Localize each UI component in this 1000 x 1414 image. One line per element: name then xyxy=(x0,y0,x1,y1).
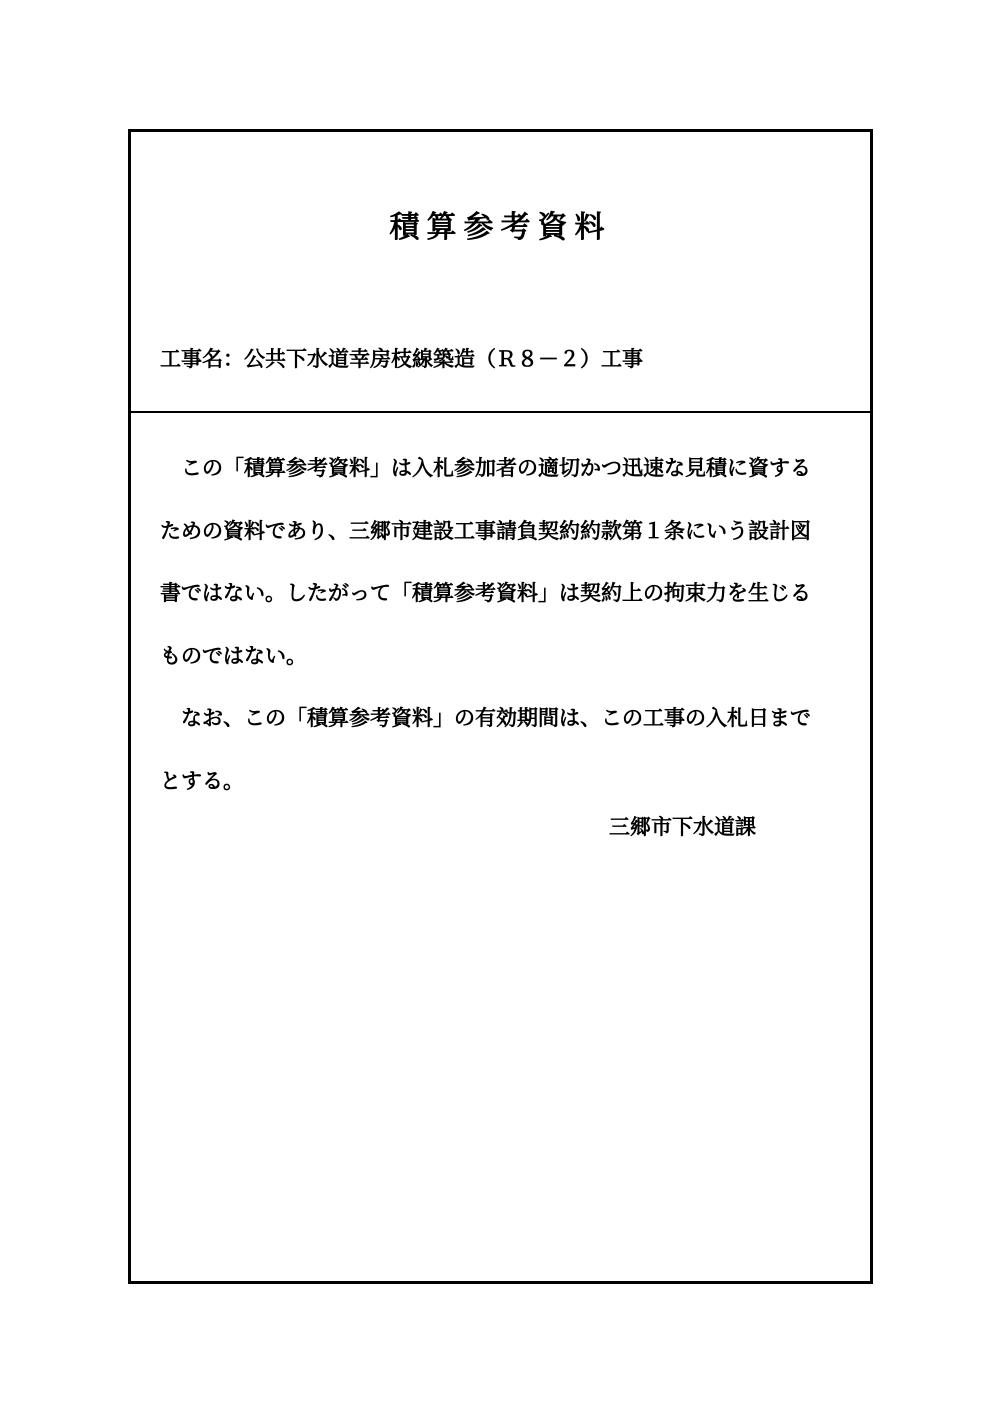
document-frame xyxy=(128,129,873,1284)
project-name: 公共下水道幸房枝線築造（Ｒ８－２）工事 xyxy=(244,347,643,371)
document-header xyxy=(131,132,870,413)
validity-paragraph: なお、この「積算参考資料」の有効期間は、この工事の入札日までとする。 xyxy=(160,706,811,793)
issuer-signature: 三郷市下水道課 xyxy=(609,815,756,839)
disclaimer-paragraph: この「積算参考資料」は入札参加者の適切かつ迅速な見積に資するための資料であり、三郷市建設工事請負契約約款第１条にいう設計図書ではない。したがって「積算参考資料」は契約上の拘束力を生じるものではない。 xyxy=(160,456,811,668)
document-title: 積算参考資料 xyxy=(389,210,612,245)
project-name-line xyxy=(160,344,643,374)
project-label: 工事名： xyxy=(160,347,244,371)
document-body xyxy=(160,437,822,812)
